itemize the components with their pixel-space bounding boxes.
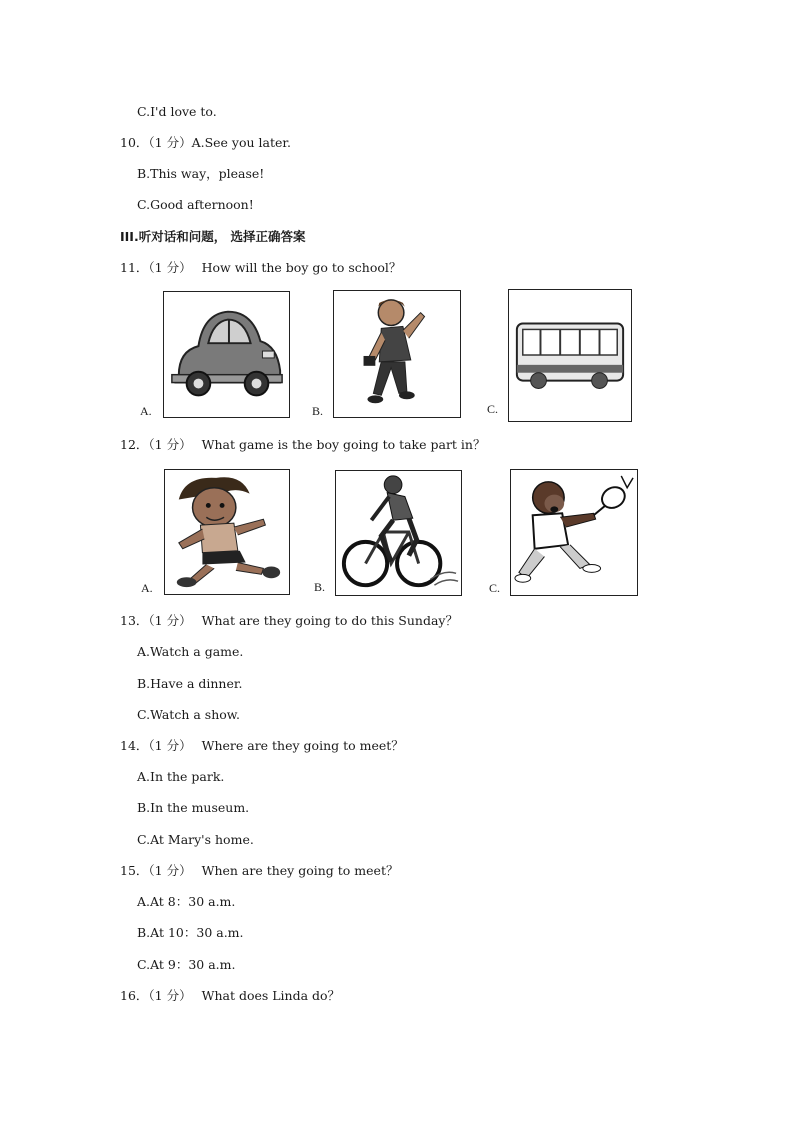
q12-picture-badminton-boy (510, 469, 638, 596)
q10-option-a: A.See you later. (191, 135, 291, 150)
q15-option-b: B.At 10：30 a.m. (137, 925, 244, 940)
q14-option-b: B.In the museum. (137, 800, 250, 815)
car-icon (164, 292, 289, 417)
q11-label-c: C. (487, 402, 499, 416)
q12-label-c: C. (489, 581, 501, 595)
q10-number: 10．（1 分） (120, 135, 192, 150)
q12-number: 12．（1 分） (120, 437, 192, 452)
q12-picture-cyclist (335, 470, 462, 596)
q16-line (120, 988, 340, 1004)
q12-label-a: A. (141, 581, 153, 595)
q14-option-c: C.At Mary's home. (137, 832, 254, 847)
q14-option-a: A.In the park. (137, 769, 225, 784)
q16-question: What does Linda do？ (201, 988, 341, 1003)
q13-option-a: A.Watch a game. (137, 644, 244, 659)
q14-question: Where are they going to meet？ (201, 738, 404, 753)
q15-question: When are they going to meet？ (201, 863, 399, 878)
walking-boy-icon (334, 291, 460, 417)
q11-picture-car (163, 291, 290, 418)
q11-number: 11．（1 分） (120, 260, 192, 275)
q14-number: 14．（1 分） (120, 738, 192, 753)
section-3-title: III.听对话和问题， 选择正确答案 (120, 229, 306, 244)
q12-line (120, 437, 485, 453)
q13-line (120, 613, 458, 629)
q10-option-c: C.Good afternoon! (137, 197, 254, 212)
q15-number: 15．（1 分） (120, 863, 192, 878)
badminton-player-icon (511, 470, 637, 595)
q10-option-b: B.This way，please! (137, 166, 265, 181)
q11-question: How will the boy go to school？ (201, 260, 402, 275)
q13-option-b: B.Have a dinner. (137, 676, 243, 691)
bus-icon (509, 290, 631, 421)
q10-line (120, 135, 291, 151)
q12-picture-running-boy (164, 469, 290, 595)
q9-option-c: C.I'd love to. (137, 104, 217, 119)
q13-option-c: C.Watch a show. (137, 707, 240, 722)
q11-line (120, 260, 401, 276)
q15-option-a: A.At 8：30 a.m. (137, 894, 236, 909)
q13-number: 13．（1 分） (120, 613, 192, 628)
q15-option-c: C.At 9：30 a.m. (137, 957, 236, 972)
q12-question: What game is the boy going to take part in？ (201, 437, 486, 452)
q15-line (120, 863, 398, 879)
q16-number: 16．（1 分） (120, 988, 192, 1003)
q11-label-a: A. (140, 404, 152, 418)
q14-line (120, 738, 404, 754)
q11-label-b: B. (312, 404, 324, 418)
q11-picture-bus (508, 289, 632, 422)
q12-label-b: B. (314, 580, 326, 594)
q13-question: What are they going to do this Sunday？ (201, 613, 458, 628)
running-boy-icon (165, 470, 289, 594)
q11-picture-walking-boy (333, 290, 461, 418)
cyclist-icon (336, 471, 461, 595)
